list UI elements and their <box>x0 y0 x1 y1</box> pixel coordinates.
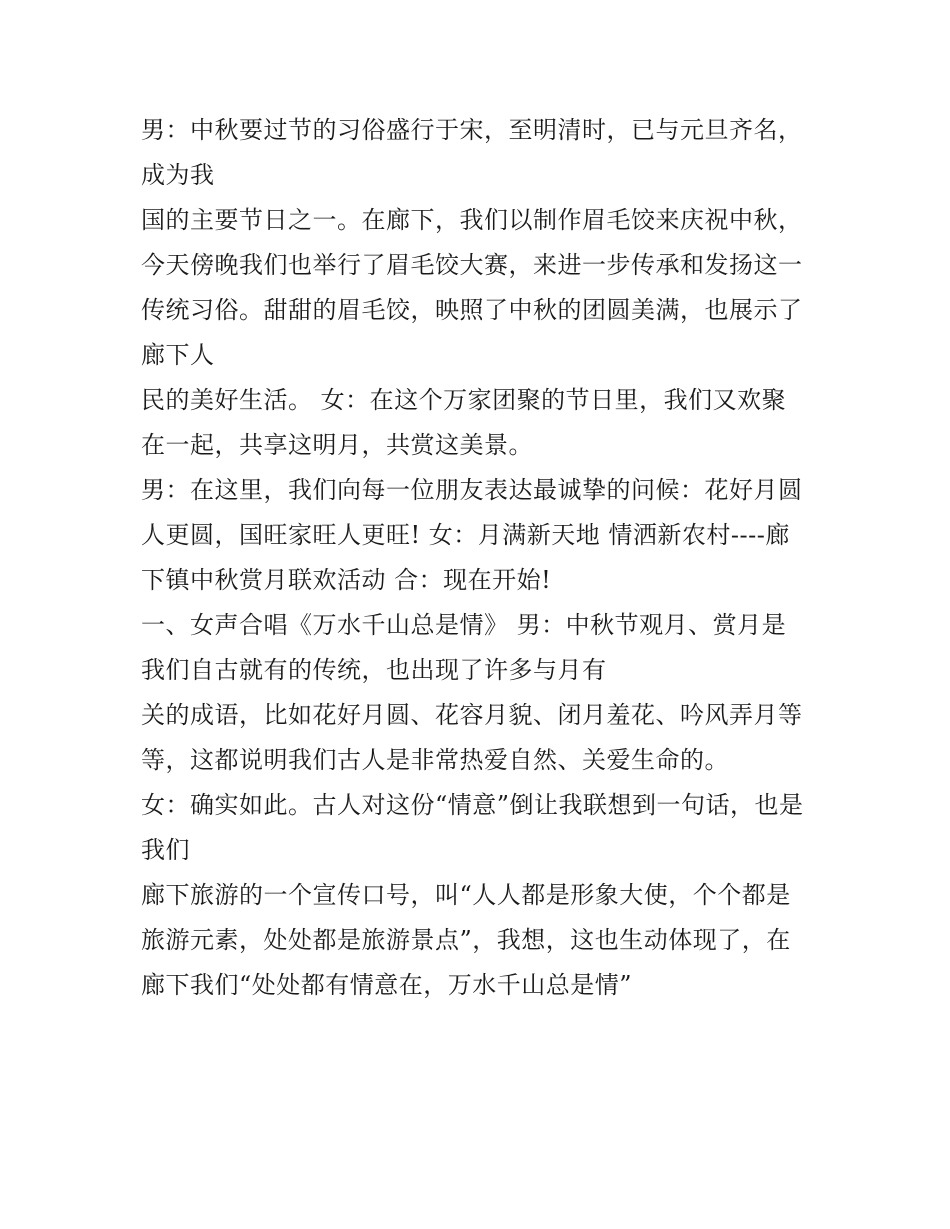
text-line: 传统习俗。甜甜的眉毛饺，映照了中秋的团圆美满，也展示了 <box>141 296 803 324</box>
text-line: 女：确实如此。古人对这份“情意”倒让我联想到一句话，也是 <box>141 791 804 819</box>
text-line: 我们自古就有的传统，也出现了许多与月有 <box>141 656 607 684</box>
text-line: 关的成语，比如花好月圆、花容月貌、闭月羞花、吟风弄月等 <box>141 701 803 729</box>
text-line: 一、女声合唱《万水千山总是情》 男：中秋节观月、赏月是 <box>141 611 787 639</box>
text-line: 廊下旅游的一个宣传口号，叫“人人都是形象大使，个个都是 <box>141 881 791 909</box>
text-line: 男：中秋要过节的习俗盛行于宋，至明清时，已与元旦齐名， <box>141 116 803 144</box>
text-line: 旅游元素，处处都是旅游景点”，我想，这也生动体现了，在 <box>141 926 791 954</box>
text-line: 人更圆，国旺家旺人更旺! 女：月满新天地 情洒新农村----廊 <box>141 521 790 549</box>
text-line: 民的美好生活。 女：在这个万家团聚的节日里，我们又欢聚 <box>141 386 787 414</box>
text-line: 下镇中秋赏月联欢活动 合：现在开始! <box>141 566 552 594</box>
text-line: 在一起，共享这明月，共赏这美景。 <box>141 431 533 459</box>
text-line: 国的主要节日之一。在廊下，我们以制作眉毛饺来庆祝中秋， <box>141 206 803 234</box>
text-line: 今天傍晚我们也举行了眉毛饺大赛，来进一步传承和发扬这一 <box>141 251 803 279</box>
text-line: 等，这都说明我们古人是非常热爱自然、关爱生命的。 <box>141 746 729 774</box>
text-line: 廊下人 <box>141 341 215 369</box>
text-line: 成为我 <box>141 161 215 189</box>
document-body <box>141 108 831 1008</box>
text-line: 男：在这里，我们向每一位朋友表达最诚挚的问候：花好月圆 <box>141 476 803 504</box>
text-line: 廊下我们“处处都有情意在，万水千山总是情” <box>141 971 633 999</box>
text-line: 我们 <box>141 836 190 864</box>
